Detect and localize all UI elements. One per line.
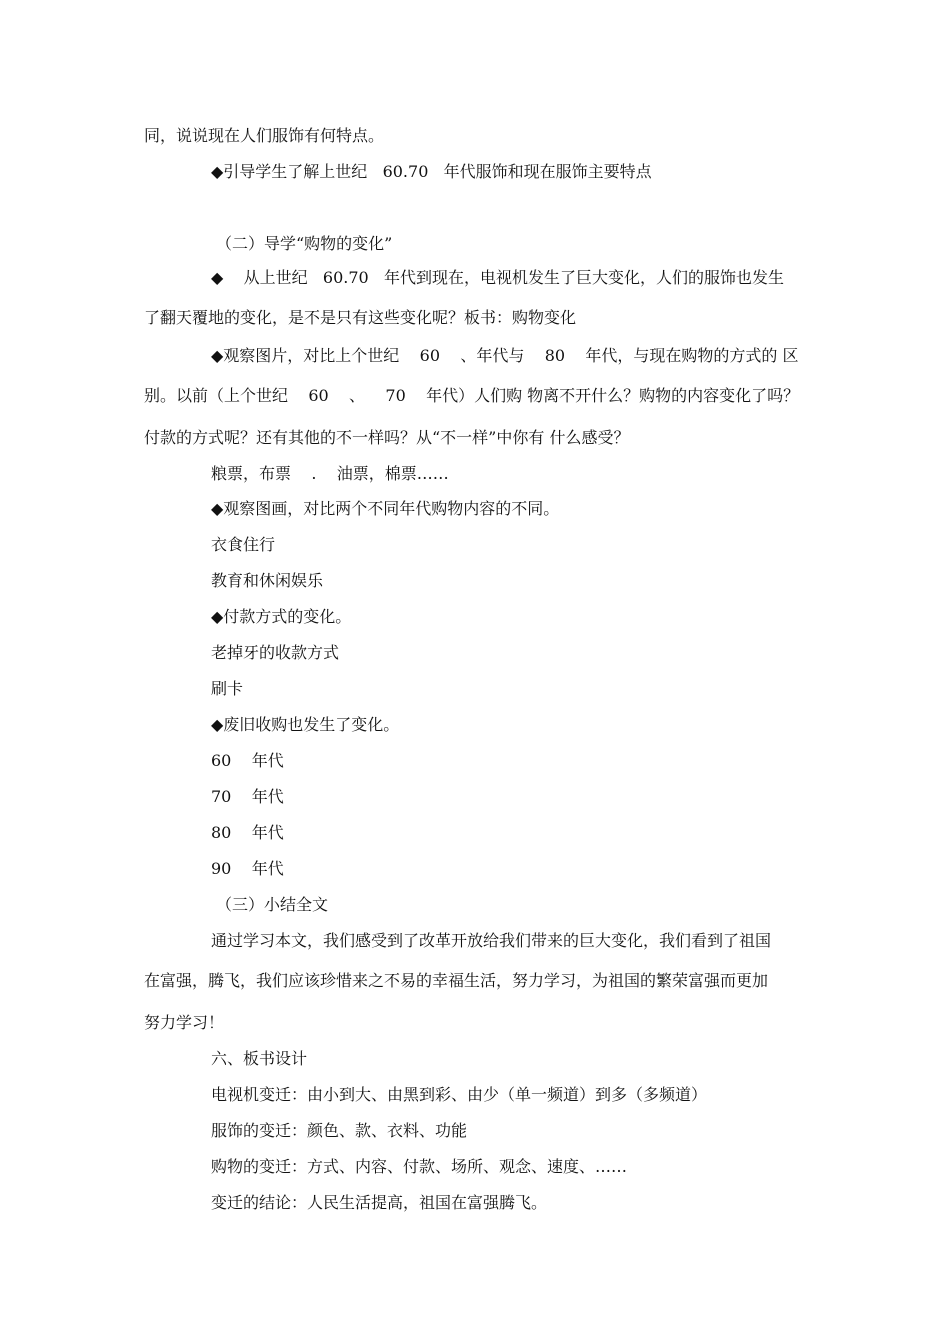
bullet-line: ◆观察图画，对比两个不同年代购物内容的不同。	[211, 499, 560, 518]
text-line: 同，说说现在人们服饰有何特点。	[144, 126, 385, 145]
text-line: 90 年代	[211, 859, 284, 878]
bullet-line: ◆观察图片，对比上个世纪 60 、年代与 80 年代，与现在购物的方式的 区	[211, 346, 799, 365]
text-line: 粮票，布票 . 油票，棉票……	[211, 464, 449, 483]
text-line: 老掉牙的收款方式	[211, 643, 340, 662]
text-line: 别。以前（上个世纪 60 、 70 年代）人们购 物离不开什么？购物的内容变化了吗？	[144, 386, 800, 405]
section-heading: （二）导学“购物的变化”	[216, 234, 393, 253]
text-line: 70 年代	[211, 787, 284, 806]
bullet-line: ◆废旧收购也发生了变化。	[211, 715, 400, 734]
text-line: 通过学习本文，我们感受到了改革开放给我们带来的巨大变化，我们看到了祖国	[211, 931, 772, 950]
text-line: 刷卡	[211, 679, 244, 698]
text-line: 在富强，腾飞，我们应该珍惜来之不易的幸福生活，努力学习，为祖国的繁荣富强而更加	[144, 971, 769, 990]
bullet-line: ◆ 从上世纪 60.70 年代到现在，电视机发生了巨大变化，人们的服饰也发生	[211, 268, 784, 287]
text-line: 付款的方式呢？还有其他的不一样吗？从“不一样”中你有 什么感受？	[144, 428, 630, 447]
text-line: 教育和休闲娱乐	[211, 571, 324, 590]
section-heading: 六、板书设计	[211, 1049, 308, 1068]
text-line: 了翻天覆地的变化，是不是只有这些变化呢？板书：购物变化	[144, 308, 577, 327]
text-line: 电视机变迁：由小到大、由黑到彩、由少（单一频道）到多（多频道）	[211, 1085, 708, 1104]
text-line: 购物的变迁：方式、内容、付款、场所、观念、速度、……	[211, 1157, 628, 1176]
bullet-line: ◆引导学生了解上世纪 60.70 年代服饰和现在服饰主要特点	[211, 162, 652, 181]
text-line: 60 年代	[211, 751, 284, 770]
text-line: 衣食住行	[211, 535, 276, 554]
section-heading: （三）小结全文	[216, 895, 329, 914]
text-line: 服饰的变迁：颜色、款、衣料、功能	[211, 1121, 468, 1140]
text-line: 80 年代	[211, 823, 284, 842]
text-line: 努力学习！	[144, 1013, 225, 1032]
text-line: 变迁的结论：人民生活提高，祖国在富强腾飞。	[211, 1193, 548, 1212]
bullet-line: ◆付款方式的变化。	[211, 607, 352, 626]
